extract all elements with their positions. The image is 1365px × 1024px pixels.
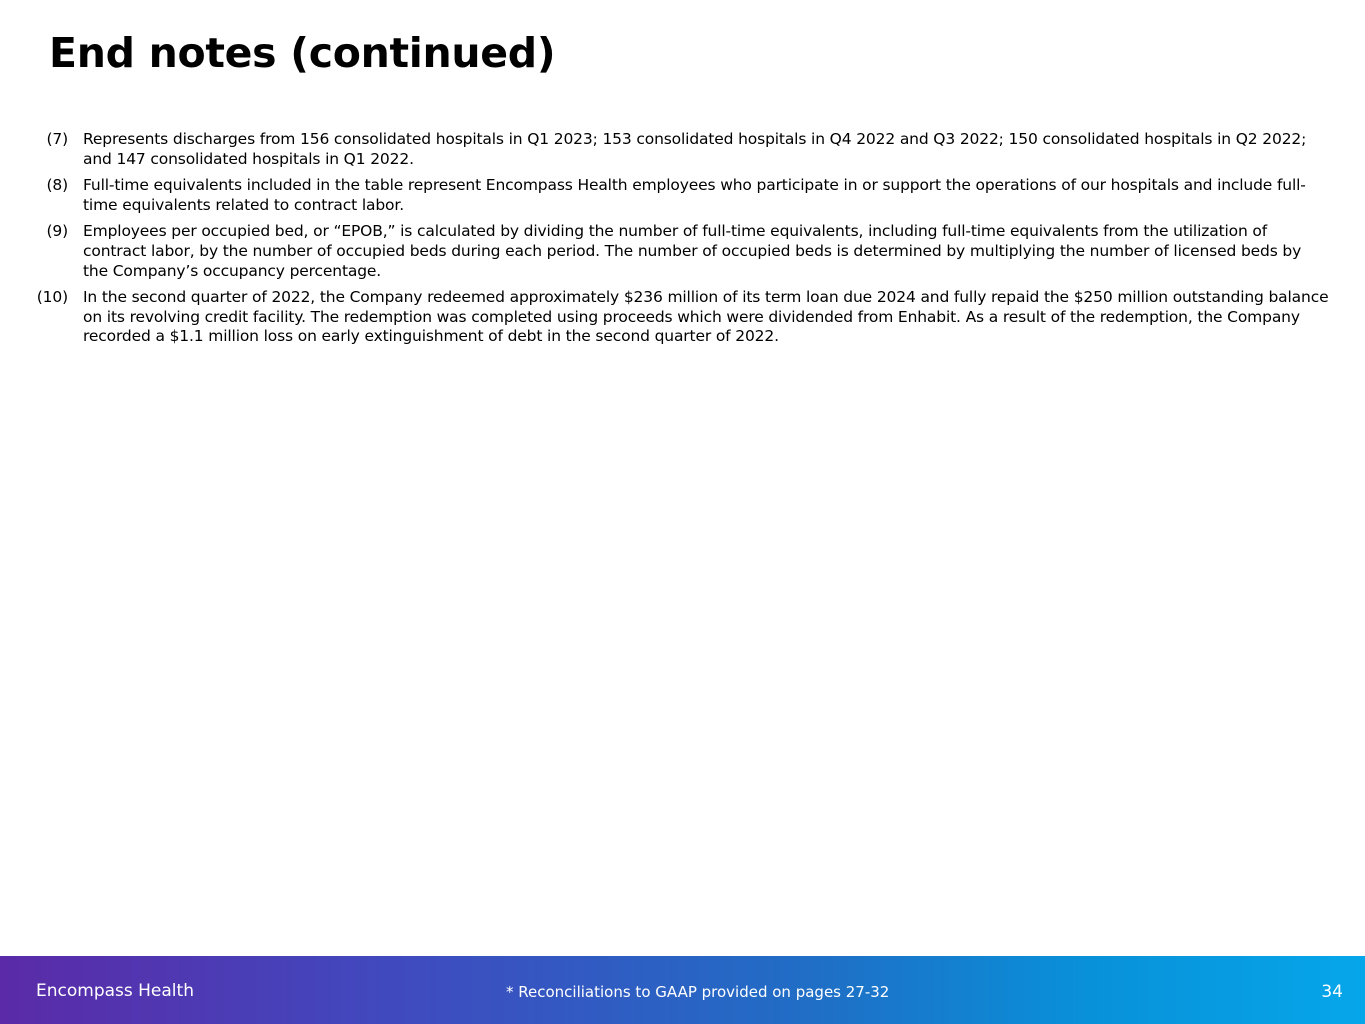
end-note-10 — [30, 288, 1330, 347]
end-note-text: Full-time equivalents included in the table represent Encompass Health employees who participate in or support the operations of our hospitals and include full-time equivalents related to contract labor. — [83, 176, 1306, 214]
end-note-number: (7) — [46, 130, 68, 148]
page-number: 34 — [1321, 982, 1343, 1002]
end-notes-list — [30, 130, 1330, 354]
end-note-8 — [30, 176, 1330, 215]
footer-reconciliation-note: * Reconciliations to GAAP provided on pages 27-32 — [506, 983, 890, 1001]
page-title: End notes (continued) — [49, 29, 556, 77]
end-note-text: Represents discharges from 156 consolidated hospitals in Q1 2023; 153 consolidated hospitals in Q4 2022 and Q3 2022; 150 consolidated hospitals in Q2 2022; and 147 consolidated hospitals in Q1 2022. — [83, 130, 1307, 168]
end-note-number: (10) — [36, 288, 68, 307]
end-note-9 — [30, 222, 1330, 281]
footer-bar — [0, 956, 1365, 1024]
end-note-7 — [30, 130, 1330, 169]
end-note-number: (8) — [46, 176, 68, 195]
end-note-text: In the second quarter of 2022, the Company redeemed approximately $236 million of its term loan due 2024 and fully repaid the $250 million outstanding balance on its revolving credit facility. The redemption was completed using proceeds which were dividended from Enhabit. As a result of the redemption, the Company recorded a $1.1 million loss on early extinguishment of debt in the second quarter of 2022. — [83, 288, 1329, 346]
footer-brand: Encompass Health — [36, 981, 194, 1001]
end-note-text: Employees per occupied bed, or “EPOB,” is calculated by dividing the number of full-time equivalents, including full-time equivalents from the utilization of contract labor, by the number of occupied beds during each period. The number of occupied beds is determined by multiplying the number of licensed beds by the Company’s occupancy percentage. — [83, 222, 1302, 280]
end-note-number: (9) — [46, 222, 68, 241]
